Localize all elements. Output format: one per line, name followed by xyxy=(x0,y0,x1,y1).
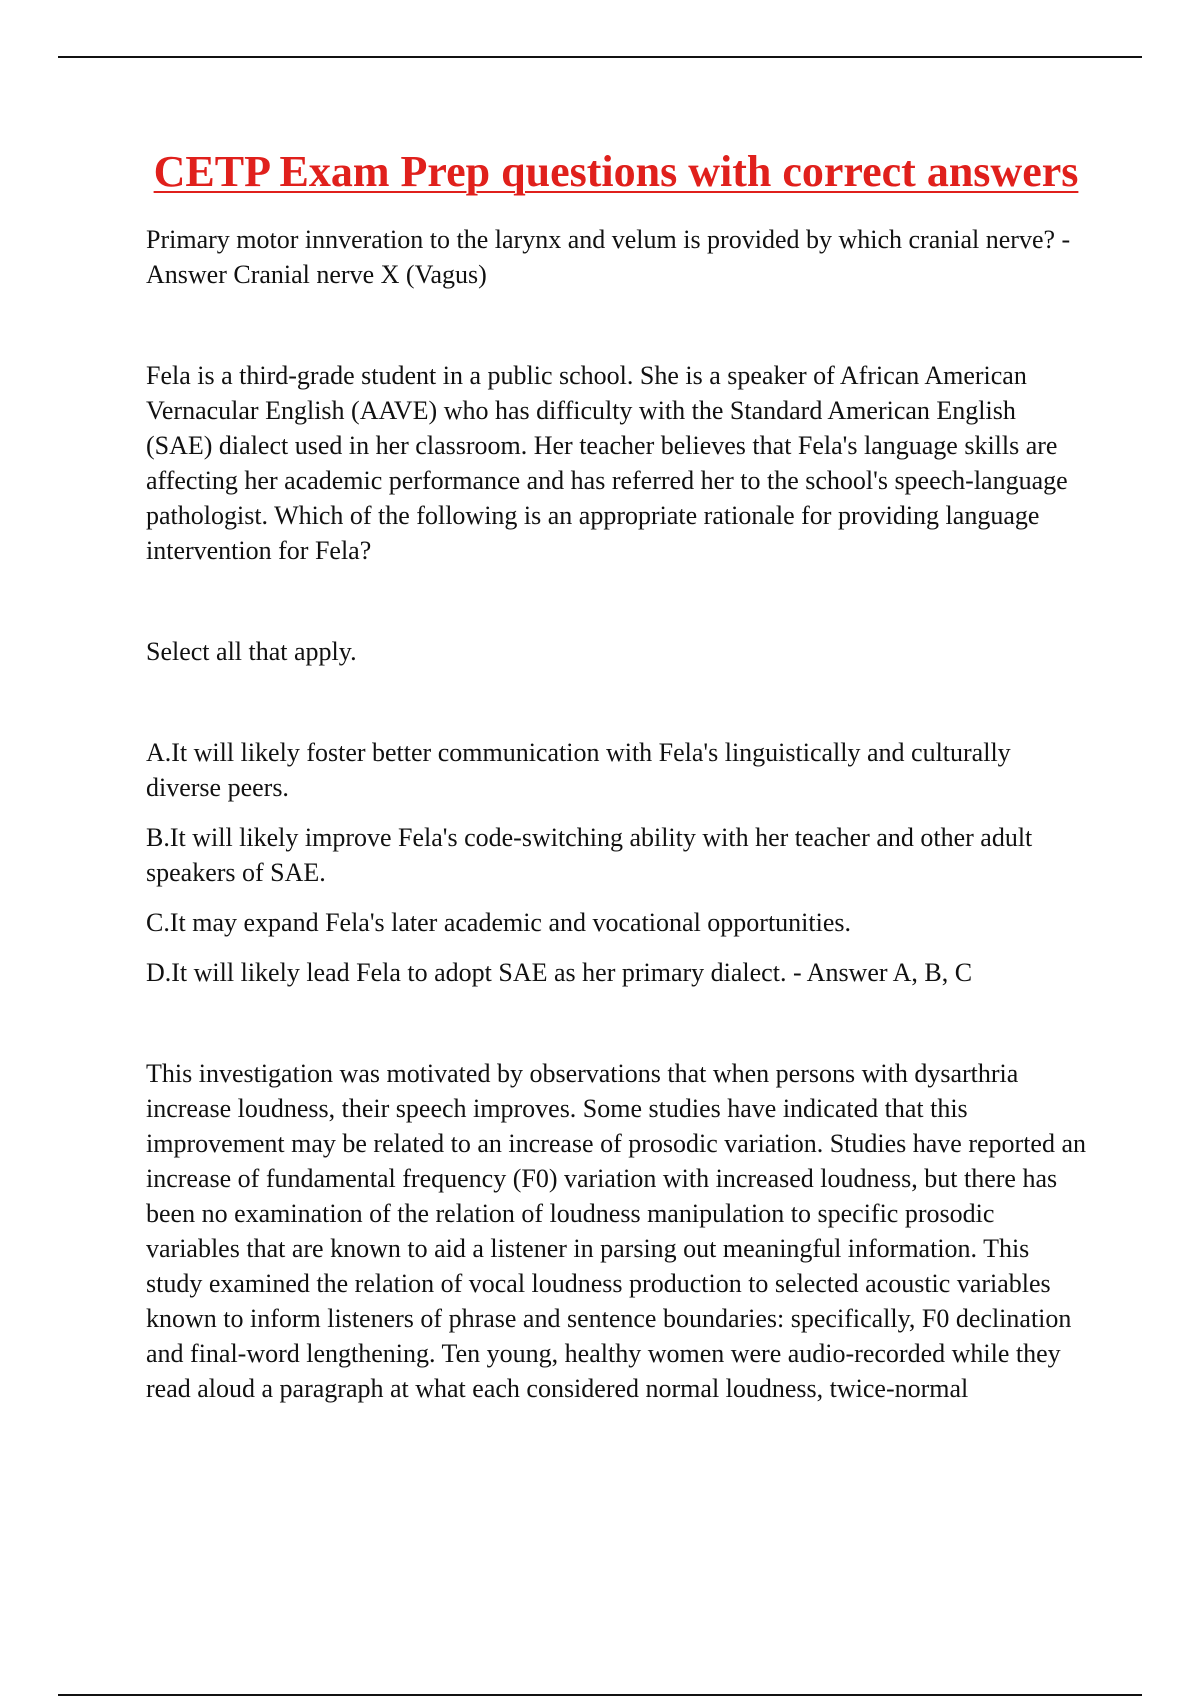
question-3-passage: This investigation was motivated by observations that when persons with dysarthria increase loudness, their speech improves. Some studies have indicated that this improvement may be related to an increase of prosodic variation. Studies have reported an increase of fundamental frequency (F0) variation with increased loudness, but there has been no examination of the relation of loudness manipulation to specific prosodic variables that are known to aid a listener in parsing out meaningful information. This study examined the relation of vocal loudness production to selected acoustic variables known to inform listeners of phrase and sentence boundaries: specifically, F0 declination and final-word lengthening. Ten young, healthy women were audio-recorded while they read aloud a paragraph at what each considered normal loudness, twice-normal xyxy=(146,1059,1086,1403)
option-c: C.It may expand Fela's later academic and vocational opportunities. xyxy=(146,908,852,937)
option-a: A.It will likely foster better communication with Fela's linguistically and culturally diverse peers. xyxy=(146,738,1011,802)
bottom-rule xyxy=(58,1694,1142,1696)
top-rule xyxy=(58,56,1142,58)
question-2-stem: Fela is a third-grade student in a public school. She is a speaker of African American Vernacular English (AAVE) who has difficulty with the Standard American English (SAE) dialect used in her classroom. Her teacher believes that Fela's language skills are affecting her academic performance and has referred her to the school's speech-language pathologist. Which of the following is an appropriate rationale for providing language intervention for Fela? xyxy=(146,361,1068,565)
option-b: B.It will likely improve Fela's code-switching ability with her teacher and other adult speakers of SAE. xyxy=(146,823,1033,887)
question-1: Primary motor innveration to the larynx and velum is provided by which cranial nerve? - Answer Cranial nerve X (Vagus) xyxy=(146,225,1071,289)
document-title: CETP Exam Prep questions with correct answers xyxy=(153,147,1079,196)
question-2-instruction: Select all that apply. xyxy=(146,637,357,666)
option-d-answer: D.It will likely lead Fela to adopt SAE as her primary dialect. - Answer A, B, C xyxy=(146,958,973,987)
document-body xyxy=(146,140,1086,1406)
